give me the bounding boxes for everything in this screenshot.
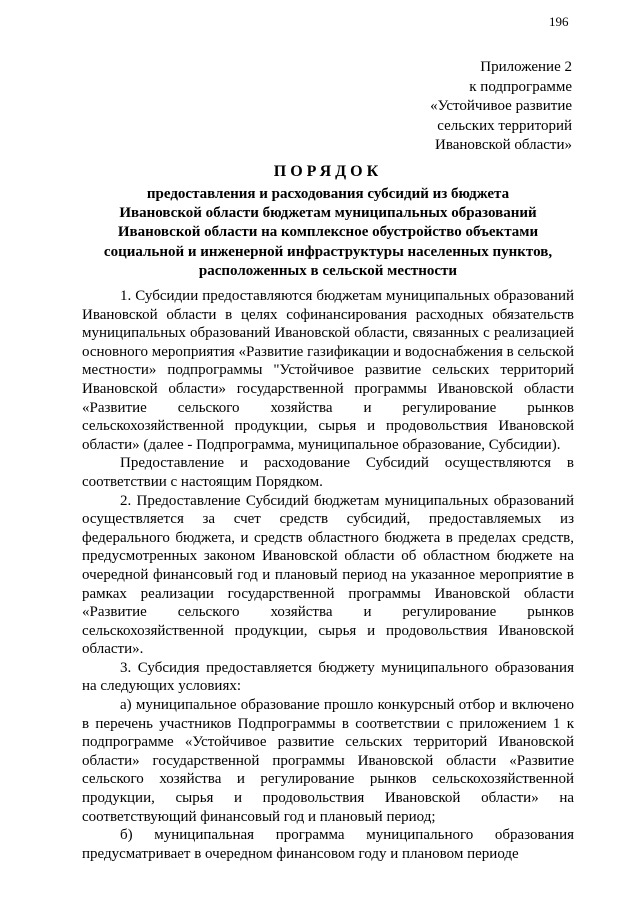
paragraph-3a: а) муниципальное образование прошло конкурсный отбор и включено в перечень участников Подпрограммы в соответствии с приложением 1 к подпрограмме «Устойчивое развитие сельских территорий Ивановской области» государственной программы Ивановской области «Развитие сельского хозяйства и регулирование рынков сельскохозяйственной продукции, сырья и продовольствия Ивановской области» на соответствующий финансовый год и плановый период; [82,697,574,825]
document-subtitle [82,185,574,281]
paragraph-1: 1. Субсидии предоставляются бюджетам муниципальных образований Ивановской области в целях софинансирования расходных обязательств муниципальных образований Ивановской области, связанных с реализацией основного мероприятия «Развитие газификации и водоснабжения в сельской местности» подпрограммы "Устойчивое развитие сельских территорий Ивановской области» государственной программы Ивановской области «Развитие сельского хозяйства и регулирование рынков сельскохозяйственной продукции, сырья и продовольствия Ивановской области» (далее - Подпрограмма, муниципальное образование, Субсидии). [82,288,574,453]
paragraph-3b: б) муниципальная программа муниципального образования предусматривает в очередном финансовом году и плановом периоде [82,827,574,862]
page-number: 196 [549,14,569,29]
subtitle-line: расположенных в сельской местности [198,262,458,279]
appendix-reference [430,58,572,156]
subtitle-line: предоставления и расходования субсидий из бюджета [146,186,510,202]
paragraph-3: 3. Субсидия предоставляется бюджету муниципального образования на следующих условиях: [82,659,574,695]
subtitle-line: социальной и инженерной инфраструктуры населенных пунктов, [103,243,553,260]
appendix-line: Ивановской области» [435,137,572,153]
paragraph-2: 2. Предоставление Субсидий бюджетам муниципальных образований осуществляется за счет средств субсидий, предоставляемых из федерального бюджета, и средств областного бюджета в пределах средств, предусмотренных законом Ивановской области об областном бюджете на очередной финансовый год и плановый период на указанное мероприятие в рамках реализации государственной программы Ивановской области «Развитие сельского хозяйства и регулирование рынков сельскохозяйственной продукции, сырья и продовольствия Ивановской области». [82,492,574,658]
document-body [82,287,574,863]
document-title-block [82,162,574,281]
subtitle-line: Ивановской области на комплексное обустройство объектами [117,224,539,241]
appendix-line: сельских территорий [437,117,572,134]
appendix-line: к подпрограмме [469,78,572,95]
appendix-line: Приложение 2 [480,59,572,75]
paragraph-1-continued: Предоставление и расходование Субсидий осуществляются в соответствии с настоящим Порядком. [82,455,574,490]
subtitle-line: Ивановской области бюджетам муниципальных образований [119,205,537,222]
appendix-line: «Устойчивое развитие [430,98,572,114]
document-title: ПОРЯДОК [273,163,383,180]
